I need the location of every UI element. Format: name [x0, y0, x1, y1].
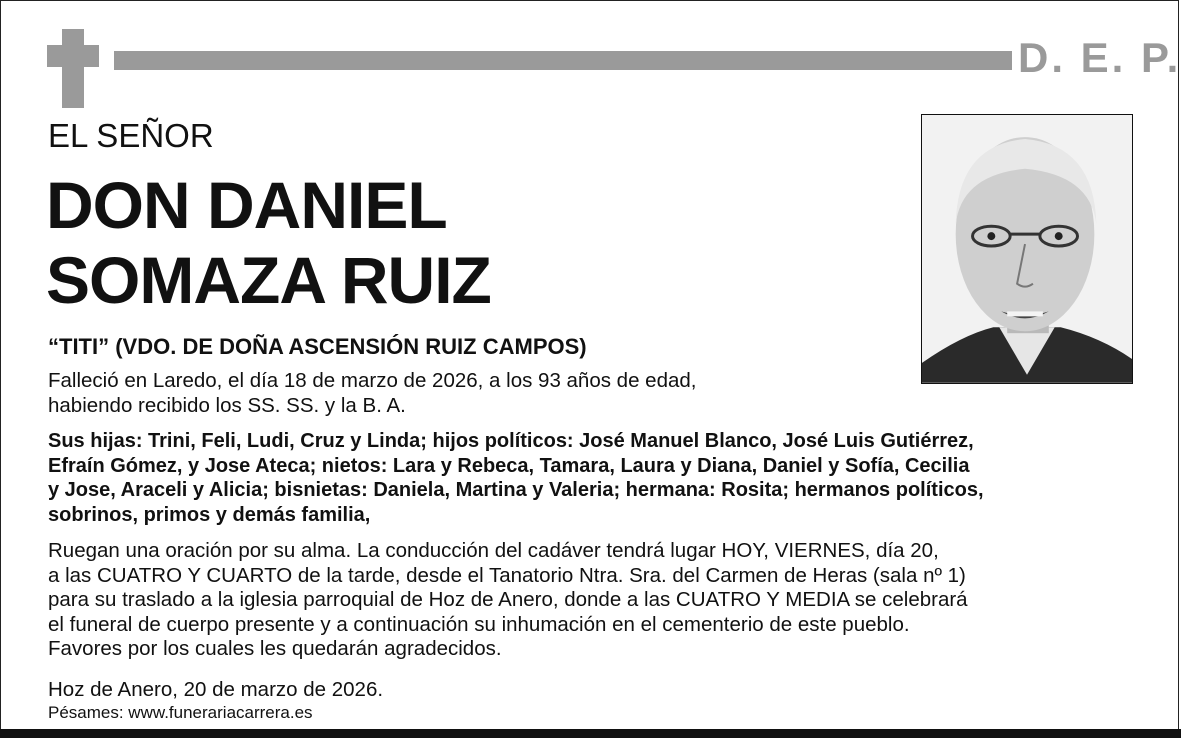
bottom-border	[0, 729, 1181, 738]
place-date: Hoz de Anero, 20 de marzo de 2026.	[48, 678, 384, 701]
dep-heading: D. E. P.	[1018, 34, 1181, 81]
name-line-1: DON DANIEL	[46, 168, 447, 242]
name-line-2: SOMAZA RUIZ	[46, 243, 491, 317]
text-line: para su traslado a la iglesia parroquial de Hoz de Anero, donde a las CUATRO Y MEDIA se celebrará	[48, 588, 968, 611]
text-line: Sus hijas: Trini, Feli, Ludi, Cruz y Linda; hijos políticos: José Manuel Blanco, José Luis Gutiérrez,	[48, 430, 974, 452]
text-line: Falleció en Laredo, el día 18 de marzo de 2026, a los 93 años de edad,	[48, 369, 697, 392]
cross-icon-bar	[47, 45, 99, 67]
death-info	[48, 369, 696, 418]
text-line: a las CUATRO Y CUARTO de la tarde, desde el Tanatorio Ntra. Sra. del Carmen de Heras (sala nº 1)	[48, 563, 966, 587]
text-line: el funeral de cuerpo presente y a continuación su inhumación en el cementerio de este pueblo.	[48, 612, 910, 636]
header-rule	[114, 51, 1012, 70]
family-list	[48, 429, 984, 527]
text-line: Efraín Gómez, y Jose Ateca; nietos: Lara y Rebeca, Tamara, Laura y Diana, Daniel y Sofía, Cecilia	[48, 454, 970, 477]
condolences-link: Pésames: www.funerariacarrera.es	[48, 703, 313, 722]
nickname-line: “TITI” (VDO. DE DOÑA ASCENSIÓN RUIZ CAMPOS)	[48, 334, 587, 359]
ceremony-info	[48, 539, 968, 662]
text-line: sobrinos, primos y demás familia,	[48, 503, 371, 526]
text-line: y Jose, Araceli y Alicia; bisnietas: Daniela, Martina y Valeria; hermana: Rosita; hermanos políticos,	[48, 479, 984, 501]
text-line: Ruegan una oración por su alma. La conducción del cadáver tendrá lugar HOY, VIERNES, día 20,	[48, 539, 939, 562]
cross-icon	[62, 29, 84, 108]
title-prefix: EL SEÑOR	[48, 117, 214, 154]
text-line: habiendo recibido los SS. SS. y la B. A.	[48, 393, 406, 417]
deceased-name	[46, 168, 491, 318]
text-line: Favores por los cuales les quedarán agradecidos.	[48, 637, 502, 660]
portrait-photo	[921, 114, 1133, 384]
